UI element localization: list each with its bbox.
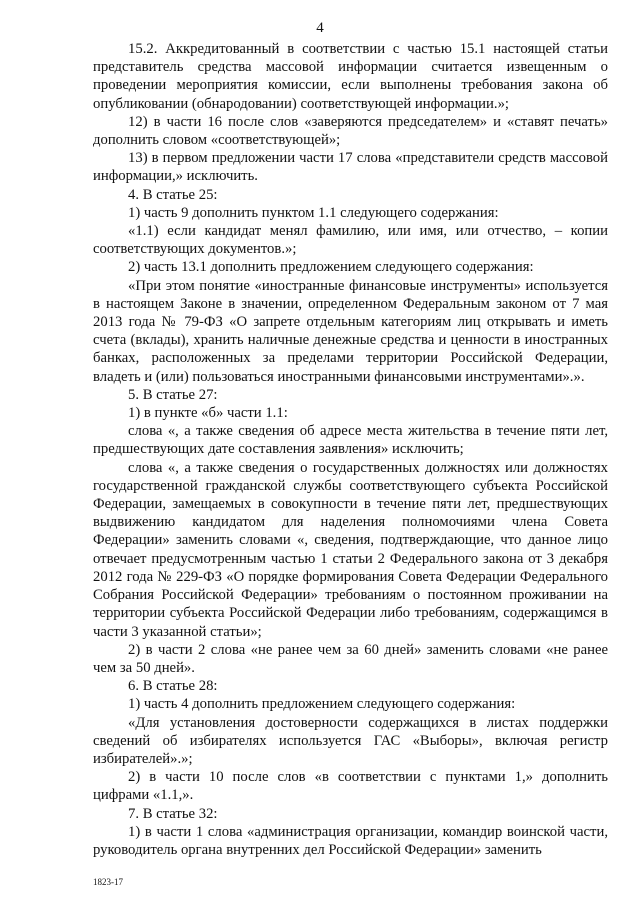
paragraph: 1) часть 4 дополнить предложением следующего содержания: xyxy=(128,696,516,713)
paragraph: 6. В статье 28: xyxy=(128,678,218,695)
paragraph: 4. В статье 25: xyxy=(128,186,218,203)
paragraph: 7. В статье 32: xyxy=(128,805,218,822)
paragraph: 2) в части 10 после слов «в соответствии с пунктами 1,» дополнить цифрами «1.1,». xyxy=(93,769,608,804)
document-body xyxy=(93,40,608,859)
paragraph: 2) в части 2 слова «не ранее чем за 60 дней» заменить словами «не ранее чем за 50 дней». xyxy=(93,641,608,676)
paragraph: 12) в части 16 после слов «заверяются председателем» и «ставят печать» дополнить словом «соответствующей»; xyxy=(93,113,608,149)
paragraph: 2) часть 13.1 дополнить предложением следующего содержания: xyxy=(128,259,534,276)
paragraph: 1) в пункте «б» части 1.1: xyxy=(128,405,288,422)
paragraph: 15.2. Аккредитованный в соответствии с частью 15.1 настоящей статьи представитель средства массовой информации считается извещенным о проведении мероприятия комиссии, если выполнены требования закона об опубликовании (обнародовании) соответствующей информации.»; xyxy=(93,41,608,112)
paragraph: 1) в части 1 слова «администрация организации, командир воинской части, руководитель органа внутренних дел Российской Федерации» заменить xyxy=(93,823,608,858)
paragraph: «Для установления достоверности содержащихся в листах поддержки сведений об избирателях используется ГАС «Выборы», включая регистр избирателей».»; xyxy=(93,714,608,767)
paragraph: «При этом понятие «иностранные финансовые инструменты» используется в настоящем Законе в значении, определенном Федеральным законом от 7 мая 2013 года № 79-ФЗ «О запрете отдельным категориям лиц открывать и иметь счета (вклады), хранить наличные денежные средства и ценности в иностранных банках, расположенных за пределами территории Российской Федерации, владеть и (или) пользоваться иностранными финансовыми инструментами».». xyxy=(93,277,608,385)
paragraph: слова «, а также сведения об адресе места жительства в течение пяти лет, предшествующих дате составления заявления» исключить; xyxy=(93,423,608,458)
page-number: 4 xyxy=(316,20,324,36)
paragraph: 5. В статье 27: xyxy=(128,386,218,403)
document-code: 1823-17 xyxy=(93,877,123,887)
paragraph: слова «, а также сведения о государственных должностях или должностях государственной гражданской службы соответствующего субъекта Российской Федерации, замещаемых в совокупности в течение пяти лет, предшествующих выдвижению кандидатом для наделения полномочиями члена Совета Федерации» заменить словами «, сведения, подтверждающие, что данное лицо отвечает предусмотренным частью 1 статьи 2 Федерального закона от 3 декабря 2012 года № 229-ФЗ «О порядке формирования Совета Федерации Федерального Собрания Российской Федерации» требованиям о постоянном проживании на территории субъекта Российской Федерации либо требованиям, содержащимся в части 3 указанной статьи»; xyxy=(93,459,608,640)
paragraph: 13) в первом предложении части 17 слова «представители средств массовой информации,» исключить. xyxy=(93,150,608,185)
paragraph: «1.1) если кандидат менял фамилию, или имя, или отчество, – копии соответствующих документов.»; xyxy=(93,223,608,258)
paragraph: 1) часть 9 дополнить пунктом 1.1 следующего содержания: xyxy=(128,204,499,221)
